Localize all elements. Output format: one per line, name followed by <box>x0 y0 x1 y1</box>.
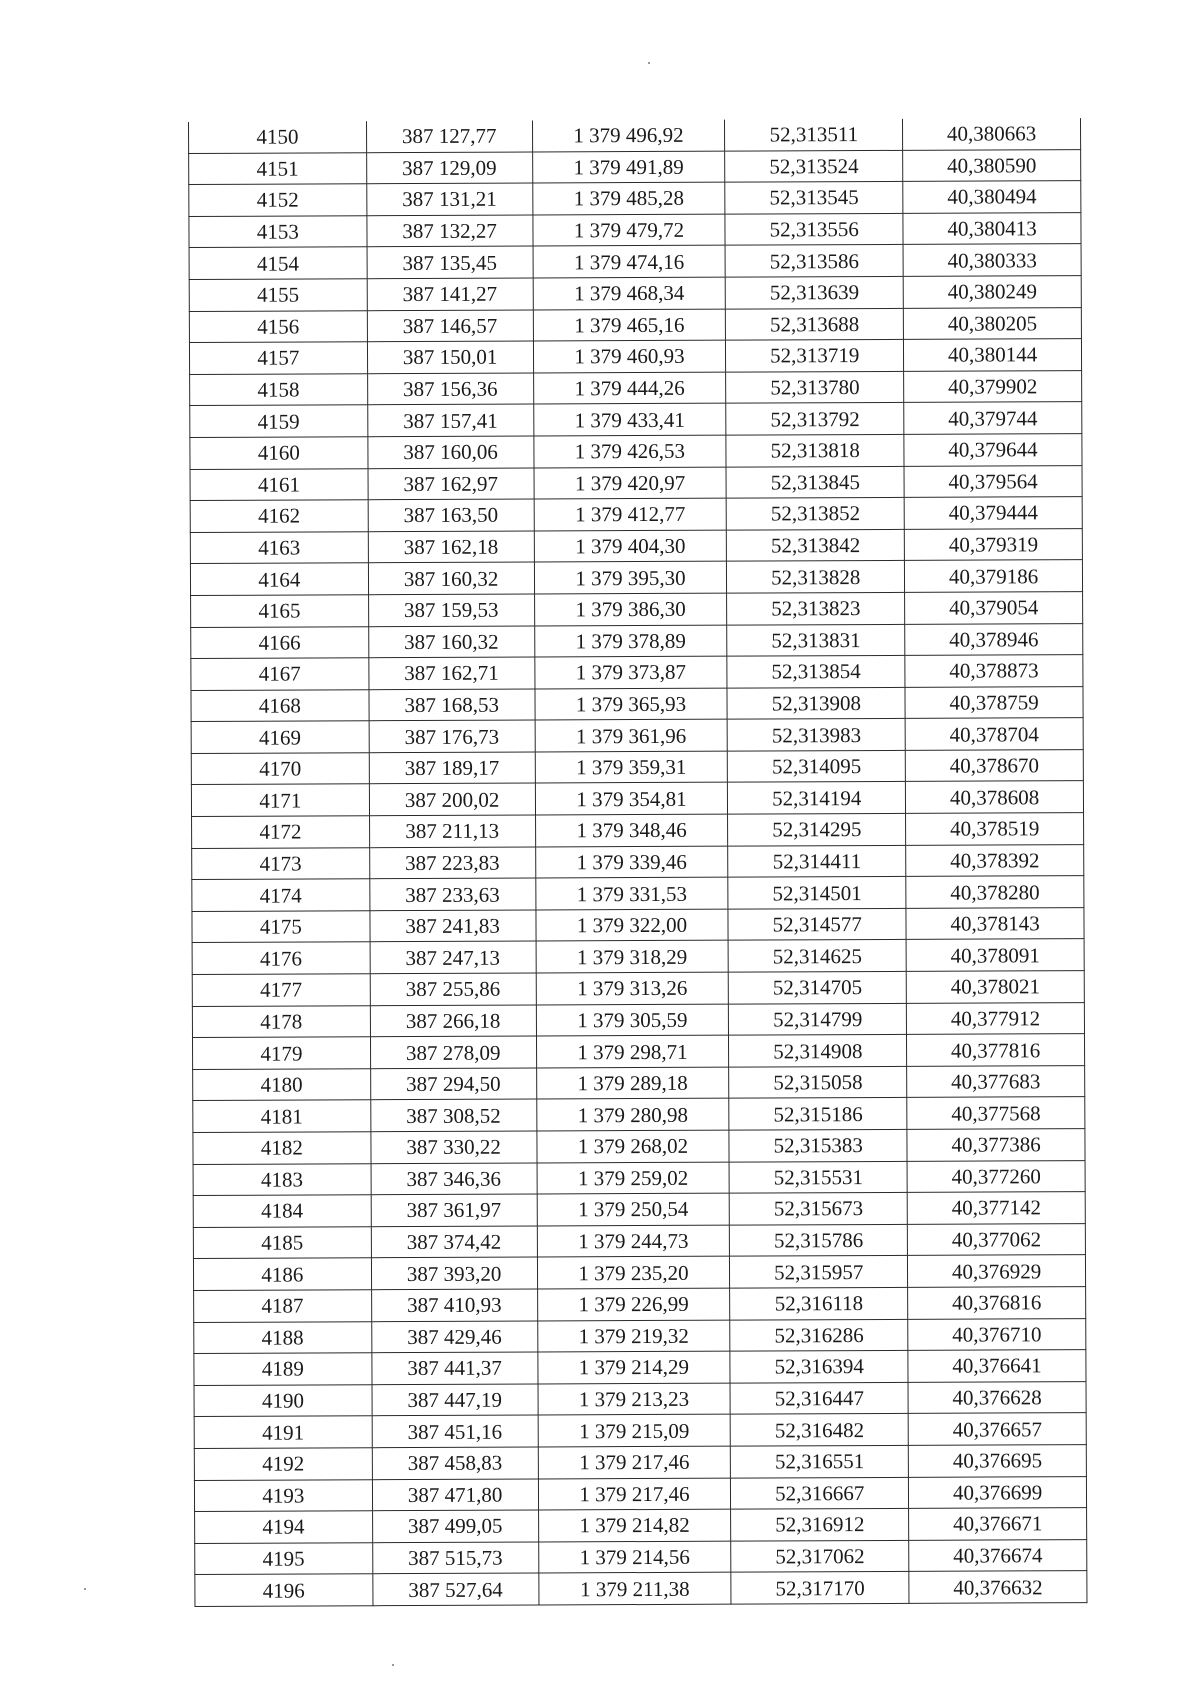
point-number-cell: 4183 <box>193 1163 371 1195</box>
x-coordinate-cell: 387 429,46 <box>371 1321 537 1353</box>
y-coordinate-cell: 1 379 219,32 <box>537 1320 730 1352</box>
longitude-cell: 40,380590 <box>903 149 1081 181</box>
latitude-cell: 52,314411 <box>728 845 906 877</box>
latitude-cell: 52,314501 <box>728 877 906 909</box>
y-coordinate-cell: 1 379 298,71 <box>536 1035 729 1067</box>
longitude-cell: 40,380333 <box>903 244 1081 276</box>
y-coordinate-cell: 1 379 426,53 <box>533 435 726 467</box>
point-number-cell: 4181 <box>193 1100 371 1132</box>
point-number-cell: 4179 <box>192 1037 370 1069</box>
y-coordinate-cell: 1 379 485,28 <box>532 182 725 214</box>
x-coordinate-cell: 387 330,22 <box>371 1131 537 1163</box>
latitude-cell: 52,315186 <box>729 1098 907 1130</box>
y-coordinate-cell: 1 379 305,59 <box>536 1004 729 1036</box>
y-coordinate-cell: 1 379 322,00 <box>535 909 728 941</box>
table-row <box>189 339 1081 374</box>
x-coordinate-cell: 387 211,13 <box>369 815 535 847</box>
longitude-cell: 40,376628 <box>908 1381 1086 1413</box>
latitude-cell: 52,313828 <box>727 561 905 593</box>
coordinates-table <box>188 118 1087 1607</box>
point-number-cell: 4164 <box>190 563 368 595</box>
x-coordinate-cell: 387 374,42 <box>371 1226 537 1258</box>
table-row <box>191 718 1083 753</box>
scan-speck <box>84 1588 86 1590</box>
longitude-cell: 40,379444 <box>904 497 1082 529</box>
y-coordinate-cell: 1 379 214,29 <box>537 1351 730 1383</box>
point-number-cell: 4180 <box>193 1069 371 1101</box>
x-coordinate-cell: 387 361,97 <box>371 1194 537 1226</box>
longitude-cell: 40,378704 <box>905 718 1083 750</box>
table-row <box>194 1381 1086 1416</box>
table-row <box>190 370 1082 405</box>
latitude-cell: 52,313524 <box>725 150 903 182</box>
point-number-cell: 4195 <box>195 1542 373 1574</box>
longitude-cell: 40,380663 <box>903 118 1081 150</box>
x-coordinate-cell: 387 135,45 <box>367 246 533 278</box>
x-coordinate-cell: 387 162,71 <box>369 657 535 689</box>
x-coordinate-cell: 387 393,20 <box>371 1257 537 1289</box>
table-row <box>193 1192 1085 1227</box>
table-row <box>191 749 1083 784</box>
latitude-cell: 52,315786 <box>730 1224 908 1256</box>
point-number-cell: 4160 <box>190 437 368 469</box>
longitude-cell: 40,378873 <box>905 655 1083 687</box>
latitude-cell: 52,315058 <box>729 1066 907 1098</box>
longitude-cell: 40,379319 <box>904 528 1082 560</box>
point-number-cell: 4173 <box>192 847 370 879</box>
y-coordinate-cell: 1 379 479,72 <box>532 214 725 246</box>
latitude-cell: 52,314908 <box>729 1035 907 1067</box>
latitude-cell: 52,316551 <box>731 1445 909 1477</box>
latitude-cell: 52,313852 <box>727 498 905 530</box>
latitude-cell: 52,314095 <box>728 750 906 782</box>
point-number-cell: 4172 <box>192 816 370 848</box>
y-coordinate-cell: 1 379 214,56 <box>538 1541 731 1573</box>
latitude-cell: 52,316447 <box>730 1382 908 1414</box>
longitude-cell: 40,378759 <box>905 686 1083 718</box>
latitude-cell: 52,316667 <box>731 1477 909 1509</box>
x-coordinate-cell: 387 266,18 <box>370 1005 536 1037</box>
table-row <box>190 402 1082 437</box>
latitude-cell: 52,316118 <box>730 1287 908 1319</box>
latitude-cell: 52,313818 <box>726 434 904 466</box>
y-coordinate-cell: 1 379 213,23 <box>538 1383 731 1415</box>
longitude-cell: 40,378021 <box>906 971 1084 1003</box>
longitude-cell: 40,378143 <box>906 907 1084 939</box>
longitude-cell: 40,379186 <box>905 560 1083 592</box>
longitude-cell: 40,378946 <box>905 623 1083 655</box>
y-coordinate-cell: 1 379 313,26 <box>536 972 729 1004</box>
y-coordinate-cell: 1 379 474,16 <box>533 246 726 278</box>
y-coordinate-cell: 1 379 378,89 <box>534 625 727 657</box>
point-number-cell: 4153 <box>189 216 367 248</box>
longitude-cell: 40,378608 <box>906 781 1084 813</box>
longitude-cell: 40,376699 <box>909 1476 1087 1508</box>
table-row <box>191 623 1083 658</box>
longitude-cell: 40,376695 <box>908 1445 1086 1477</box>
y-coordinate-cell: 1 379 348,46 <box>535 814 728 846</box>
x-coordinate-cell: 387 146,57 <box>367 310 533 342</box>
table-row <box>190 560 1082 595</box>
point-number-cell: 4156 <box>189 310 367 342</box>
table-row <box>192 971 1084 1006</box>
table-row <box>194 1476 1086 1511</box>
y-coordinate-cell: 1 379 496,92 <box>532 120 725 152</box>
point-number-cell: 4196 <box>195 1574 373 1606</box>
point-number-cell: 4187 <box>194 1290 372 1322</box>
x-coordinate-cell: 387 471,80 <box>372 1479 538 1511</box>
y-coordinate-cell: 1 379 460,93 <box>533 340 726 372</box>
x-coordinate-cell: 387 129,09 <box>366 152 532 184</box>
longitude-cell: 40,380205 <box>903 307 1081 339</box>
x-coordinate-cell: 387 168,53 <box>369 689 535 721</box>
latitude-cell: 52,313688 <box>726 308 904 340</box>
longitude-cell: 40,376641 <box>908 1350 1086 1382</box>
x-coordinate-cell: 387 308,52 <box>370 1099 536 1131</box>
y-coordinate-cell: 1 379 395,30 <box>534 561 727 593</box>
longitude-cell: 40,379054 <box>905 592 1083 624</box>
longitude-cell: 40,377683 <box>907 1065 1085 1097</box>
latitude-cell: 52,313845 <box>726 466 904 498</box>
x-coordinate-cell: 387 160,32 <box>368 562 534 594</box>
x-coordinate-cell: 387 527,64 <box>373 1573 539 1605</box>
latitude-cell: 52,313719 <box>726 340 904 372</box>
x-coordinate-cell: 387 156,36 <box>367 373 533 405</box>
x-coordinate-cell: 387 458,83 <box>372 1447 538 1479</box>
table-row <box>190 528 1082 563</box>
x-coordinate-cell: 387 162,18 <box>368 531 534 563</box>
x-coordinate-cell: 387 127,77 <box>366 120 532 152</box>
y-coordinate-cell: 1 379 468,34 <box>533 277 726 309</box>
table-row <box>189 307 1081 342</box>
longitude-cell: 40,377912 <box>907 1002 1085 1034</box>
longitude-cell: 40,380413 <box>903 212 1081 244</box>
latitude-cell: 52,313854 <box>727 655 905 687</box>
y-coordinate-cell: 1 379 215,09 <box>538 1414 731 1446</box>
y-coordinate-cell: 1 379 244,73 <box>537 1225 730 1257</box>
table-row <box>192 876 1084 911</box>
latitude-cell: 52,313983 <box>727 719 905 751</box>
scan-speck <box>648 62 650 64</box>
longitude-cell: 40,378392 <box>906 844 1084 876</box>
y-coordinate-cell: 1 379 217,46 <box>538 1446 731 1478</box>
latitude-cell: 52,313545 <box>725 182 903 214</box>
y-coordinate-cell: 1 379 268,02 <box>536 1130 729 1162</box>
table-row <box>189 149 1081 184</box>
longitude-cell: 40,378670 <box>905 749 1083 781</box>
latitude-cell: 52,313842 <box>727 529 905 561</box>
x-coordinate-cell: 387 255,86 <box>370 973 536 1005</box>
y-coordinate-cell: 1 379 491,89 <box>532 151 725 183</box>
x-coordinate-cell: 387 223,83 <box>369 847 535 879</box>
latitude-cell: 52,313823 <box>727 592 905 624</box>
latitude-cell: 52,317170 <box>731 1572 909 1604</box>
longitude-cell: 40,377568 <box>907 1097 1085 1129</box>
y-coordinate-cell: 1 379 280,98 <box>536 1099 729 1131</box>
x-coordinate-cell: 387 233,63 <box>370 878 536 910</box>
table-row <box>190 497 1082 532</box>
point-number-cell: 4186 <box>193 1258 371 1290</box>
x-coordinate-cell: 387 150,01 <box>367 341 533 373</box>
y-coordinate-cell: 1 379 331,53 <box>535 877 728 909</box>
table-row <box>195 1539 1087 1574</box>
y-coordinate-cell: 1 379 211,38 <box>538 1572 731 1604</box>
latitude-cell: 52,313586 <box>725 245 903 277</box>
point-number-cell: 4167 <box>191 658 369 690</box>
table-row <box>194 1350 1086 1385</box>
latitude-cell: 52,313511 <box>725 119 903 151</box>
point-number-cell: 4168 <box>191 689 369 721</box>
y-coordinate-cell: 1 379 214,82 <box>538 1509 731 1541</box>
table-row <box>194 1445 1086 1480</box>
table-row <box>193 1065 1085 1100</box>
x-coordinate-cell: 387 159,53 <box>368 594 534 626</box>
table-row <box>189 118 1081 153</box>
point-number-cell: 4162 <box>190 500 368 532</box>
x-coordinate-cell: 387 346,36 <box>371 1163 537 1195</box>
y-coordinate-cell: 1 379 318,29 <box>536 941 729 973</box>
latitude-cell: 52,314799 <box>729 1003 907 1035</box>
longitude-cell: 40,377816 <box>907 1034 1085 1066</box>
point-number-cell: 4185 <box>193 1226 371 1258</box>
point-number-cell: 4157 <box>189 342 367 374</box>
point-number-cell: 4154 <box>189 247 367 279</box>
longitude-cell: 40,377386 <box>907 1129 1085 1161</box>
table-row <box>191 781 1083 816</box>
y-coordinate-cell: 1 379 339,46 <box>535 846 728 878</box>
table-row <box>193 1160 1085 1195</box>
x-coordinate-cell: 387 247,13 <box>370 941 536 973</box>
y-coordinate-cell: 1 379 359,31 <box>535 751 728 783</box>
longitude-cell: 40,376674 <box>909 1539 1087 1571</box>
x-coordinate-cell: 387 163,50 <box>368 499 534 531</box>
point-number-cell: 4159 <box>190 405 368 437</box>
latitude-cell: 52,317062 <box>731 1540 909 1572</box>
point-number-cell: 4171 <box>191 784 369 816</box>
point-number-cell: 4155 <box>189 279 367 311</box>
x-coordinate-cell: 387 241,83 <box>370 910 536 942</box>
y-coordinate-cell: 1 379 250,54 <box>537 1193 730 1225</box>
latitude-cell: 52,314625 <box>728 940 906 972</box>
x-coordinate-cell: 387 176,73 <box>369 720 535 752</box>
longitude-cell: 40,376710 <box>908 1318 1086 1350</box>
table-row <box>192 1034 1084 1069</box>
point-number-cell: 4190 <box>194 1384 372 1416</box>
latitude-cell: 52,313780 <box>726 371 904 403</box>
y-coordinate-cell: 1 379 354,81 <box>535 783 728 815</box>
table-row <box>189 276 1081 311</box>
longitude-cell: 40,377260 <box>907 1160 1085 1192</box>
point-number-cell: 4182 <box>193 1132 371 1164</box>
latitude-cell: 52,315957 <box>730 1256 908 1288</box>
x-coordinate-cell: 387 189,17 <box>369 752 535 784</box>
y-coordinate-cell: 1 379 433,41 <box>533 403 726 435</box>
table-row <box>190 434 1082 469</box>
longitude-cell: 40,379644 <box>904 434 1082 466</box>
latitude-cell: 52,316394 <box>730 1351 908 1383</box>
table-row <box>193 1255 1085 1290</box>
longitude-cell: 40,378091 <box>906 939 1084 971</box>
longitude-cell: 40,376816 <box>908 1287 1086 1319</box>
x-coordinate-cell: 387 499,05 <box>372 1510 538 1542</box>
latitude-cell: 52,316286 <box>730 1319 908 1351</box>
y-coordinate-cell: 1 379 235,20 <box>537 1257 730 1289</box>
point-number-cell: 4174 <box>192 879 370 911</box>
longitude-cell: 40,376929 <box>908 1255 1086 1287</box>
x-coordinate-cell: 387 160,06 <box>368 436 534 468</box>
point-number-cell: 4150 <box>189 121 367 153</box>
x-coordinate-cell: 387 447,19 <box>372 1384 538 1416</box>
table-row <box>190 465 1082 500</box>
y-coordinate-cell: 1 379 412,77 <box>534 498 727 530</box>
table-row <box>189 244 1081 279</box>
latitude-cell: 52,314577 <box>728 908 906 940</box>
y-coordinate-cell: 1 379 365,93 <box>535 688 728 720</box>
coordinates-table-body <box>189 118 1087 1606</box>
x-coordinate-cell: 387 157,41 <box>367 404 533 436</box>
longitude-cell: 40,376632 <box>909 1571 1087 1603</box>
table-row <box>189 181 1081 216</box>
latitude-cell: 52,313792 <box>726 403 904 435</box>
longitude-cell: 40,379902 <box>904 370 1082 402</box>
table-row <box>192 939 1084 974</box>
x-coordinate-cell: 387 441,37 <box>372 1352 538 1384</box>
table-row <box>193 1129 1085 1164</box>
table-row <box>193 1097 1085 1132</box>
point-number-cell: 4192 <box>194 1448 372 1480</box>
x-coordinate-cell: 387 200,02 <box>369 783 535 815</box>
point-number-cell: 4163 <box>190 531 368 563</box>
table-row <box>194 1413 1086 1448</box>
longitude-cell: 40,379564 <box>904 465 1082 497</box>
longitude-cell: 40,376671 <box>909 1508 1087 1540</box>
table-row <box>191 592 1083 627</box>
point-number-cell: 4152 <box>189 184 367 216</box>
x-coordinate-cell: 387 410,93 <box>371 1289 537 1321</box>
y-coordinate-cell: 1 379 386,30 <box>534 593 727 625</box>
longitude-cell: 40,380249 <box>903 276 1081 308</box>
point-number-cell: 4166 <box>191 626 369 658</box>
point-number-cell: 4151 <box>189 152 367 184</box>
latitude-cell: 52,314194 <box>728 782 906 814</box>
point-number-cell: 4178 <box>192 1005 370 1037</box>
x-coordinate-cell: 387 132,27 <box>367 215 533 247</box>
point-number-cell: 4184 <box>193 1195 371 1227</box>
point-number-cell: 4165 <box>191 595 369 627</box>
latitude-cell: 52,313908 <box>727 687 905 719</box>
table-row <box>191 655 1083 690</box>
latitude-cell: 52,316482 <box>731 1414 909 1446</box>
y-coordinate-cell: 1 379 465,16 <box>533 309 726 341</box>
point-number-cell: 4161 <box>190 468 368 500</box>
point-number-cell: 4191 <box>194 1416 372 1448</box>
point-number-cell: 4194 <box>195 1511 373 1543</box>
table-row <box>191 686 1083 721</box>
x-coordinate-cell: 387 278,09 <box>370 1036 536 1068</box>
longitude-cell: 40,379744 <box>904 402 1082 434</box>
x-coordinate-cell: 387 141,27 <box>367 278 533 310</box>
latitude-cell: 52,315673 <box>730 1193 908 1225</box>
latitude-cell: 52,313556 <box>725 213 903 245</box>
y-coordinate-cell: 1 379 404,30 <box>534 530 727 562</box>
longitude-cell: 40,377142 <box>907 1192 1085 1224</box>
longitude-cell: 40,380144 <box>904 339 1082 371</box>
table-row <box>192 844 1084 879</box>
x-coordinate-cell: 387 515,73 <box>372 1542 538 1574</box>
longitude-cell: 40,378519 <box>906 813 1084 845</box>
x-coordinate-cell: 387 131,21 <box>366 183 532 215</box>
point-number-cell: 4177 <box>192 974 370 1006</box>
table-row <box>192 813 1084 848</box>
latitude-cell: 52,315383 <box>729 1129 907 1161</box>
point-number-cell: 4188 <box>194 1321 372 1353</box>
point-number-cell: 4175 <box>192 911 370 943</box>
y-coordinate-cell: 1 379 444,26 <box>533 372 726 404</box>
point-number-cell: 4169 <box>191 721 369 753</box>
longitude-cell: 40,376657 <box>908 1413 1086 1445</box>
point-number-cell: 4170 <box>191 753 369 785</box>
point-number-cell: 4193 <box>194 1479 372 1511</box>
y-coordinate-cell: 1 379 289,18 <box>536 1067 729 1099</box>
point-number-cell: 4189 <box>194 1353 372 1385</box>
longitude-cell: 40,380494 <box>903 181 1081 213</box>
table-row <box>192 907 1084 942</box>
longitude-cell: 40,378280 <box>906 876 1084 908</box>
y-coordinate-cell: 1 379 420,97 <box>534 467 727 499</box>
y-coordinate-cell: 1 379 361,96 <box>535 719 728 751</box>
latitude-cell: 52,314705 <box>729 971 907 1003</box>
scan-speck <box>392 1664 394 1666</box>
latitude-cell: 52,316912 <box>731 1508 909 1540</box>
point-number-cell: 4176 <box>192 942 370 974</box>
table-row <box>195 1571 1087 1606</box>
table-row <box>193 1223 1085 1258</box>
x-coordinate-cell: 387 160,32 <box>368 625 534 657</box>
table-row <box>192 1002 1084 1037</box>
table-row <box>194 1318 1086 1353</box>
x-coordinate-cell: 387 451,16 <box>372 1415 538 1447</box>
y-coordinate-cell: 1 379 373,87 <box>534 656 727 688</box>
point-number-cell: 4158 <box>190 373 368 405</box>
x-coordinate-cell: 387 294,50 <box>370 1068 536 1100</box>
y-coordinate-cell: 1 379 226,99 <box>537 1288 730 1320</box>
table-row <box>189 212 1081 247</box>
latitude-cell: 52,313639 <box>726 276 904 308</box>
latitude-cell: 52,313831 <box>727 624 905 656</box>
table-row <box>195 1508 1087 1543</box>
table-row <box>194 1287 1086 1322</box>
longitude-cell: 40,377062 <box>907 1223 1085 1255</box>
y-coordinate-cell: 1 379 259,02 <box>537 1162 730 1194</box>
latitude-cell: 52,314295 <box>728 813 906 845</box>
latitude-cell: 52,315531 <box>729 1161 907 1193</box>
x-coordinate-cell: 387 162,97 <box>368 468 534 500</box>
y-coordinate-cell: 1 379 217,46 <box>538 1478 731 1510</box>
